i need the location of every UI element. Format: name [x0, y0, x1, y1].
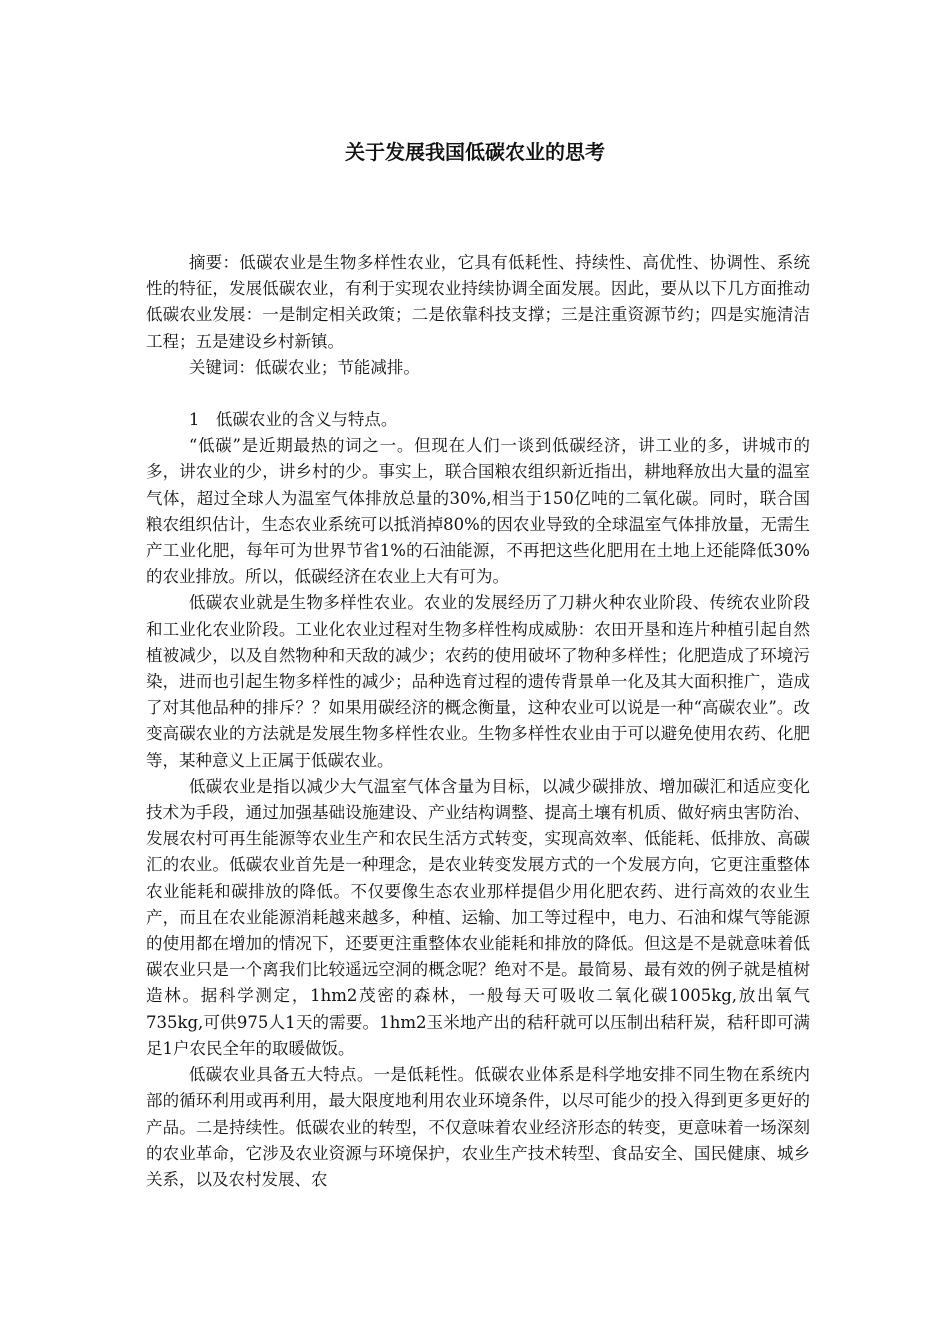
keywords-line: 关键词：低碳农业；节能减排。 — [188, 357, 420, 377]
body-paragraph-4: 低碳农业具备五大特点。一是低耗性。低碳农业体系是科学地安排不同生物在系统内部的循环利用或再利用，最大限度地利用农业环境条件，以尽可能少的投入得到更多更好的产品。二是持续性。低碳农业的转型，不仅意味着农业经济形态的转变，更意味着一场深刻的农业革命，它涉及农业资源与环境保护，农业生产技术转型、食品安全、国民健康、城乡关系，以及农村发展、农 — [146, 1065, 810, 1189]
body-paragraph-2: 低碳农业就是生物多样性农业。农业的发展经历了刀耕火种农业阶段、传统农业阶段和工业化农业阶段。工业化农业过程对生物多样性构成威胁：农田开垦和连片种植引起自然植被减少，以及自然物种和天敌的减少；农药的使用破坏了物种多样性；化肥造成了环境污染，进而也引起生物多样性的减少；品种选育过程的遗传背景单一化及其大面积推广，造成了对其他品种的排斥？？如果用碳经济的概念衡量，这种农业可以说是一种“高碳农业”。改变高碳农业的方法就是发展生物多样性农业。生物多样性农业由于可以避免使用农药、化肥等，某种意义上正属于低碳农业。 — [146, 593, 810, 770]
document-title: 关于发展我国低碳农业的思考 — [345, 140, 605, 164]
paragraph-spacer — [146, 381, 810, 407]
body-paragraph-3: 低碳农业是指以减少大气温室气体含量为目标，以减少碳排放、增加碳汇和适应变化技术为手段，通过加强基础设施建设、产业结构调整、提高土壤有机质、做好病虫害防治、发展农村可再生能源等农业生产和农民生活方式转变，实现高效率、低能耗、低排放、高碳汇的农业。低碳农业首先是一种理念，是农业转变发展方式的一个发展方向，它更注重整体农业能耗和碳排放的降低。不仅要像生态农业那样提倡少用化肥农药、进行高效的农业生产，而且在农业能源消耗越来越多，种植、运输、加工等过程中，电力、石油和煤气等能源的使用都在增加的情况下，还要更注重整体农业能耗和排放的降低。但这是不是就意味着低碳农业只是一个离我们比较遥远空洞的概念呢？绝对不是。最简易、最有效的例子就是植树造林。据科学测定，1hm2茂密的森林，一般每天可吸收二氧化碳1005kg,放出氧气735kg,可供975人1天的需要。1hm2玉米地产出的秸秆就可以压制出秸秆炭，秸秆即可满足1户农民全年的取暖做饭。 — [146, 776, 810, 1058]
abstract-paragraph: 摘要：低碳农业是生物多样性农业，它具有低耗性、持续性、高优性、协调性、系统性的特征，发展低碳农业，有利于实现农业持续协调全面发展。因此，要从以下几方面推动低碳农业发展：一是制定相关政策；二是依靠科技支撑；三是注重资源节约；四是实施清洁工程；五是建设乡村新镇。 — [146, 253, 810, 351]
body-paragraph-1: “低碳”是近期最热的词之一。但现在人们一谈到低碳经济，讲工业的多，讲城市的多，讲农业的少，讲乡村的少。事实上，联合国粮农组织新近指出，耕地释放出大量的温室气体，超过全球人为温室气体排放总量的30%,相当于150亿吨的二氧化碳。同时，联合国粮农组织估计，生态农业系统可以抵消掉80%的因农业导致的全球温室气体排放量，无需生产工业化肥，每年可为世界节省1%的石油能源，不再把这些化肥用在土地上还能降低30%的农业排放。所以，低碳经济在农业上大有可为。 — [146, 436, 810, 587]
document-body — [146, 250, 810, 1193]
section-heading: 1 低碳农业的含义与特点。 — [188, 410, 398, 430]
